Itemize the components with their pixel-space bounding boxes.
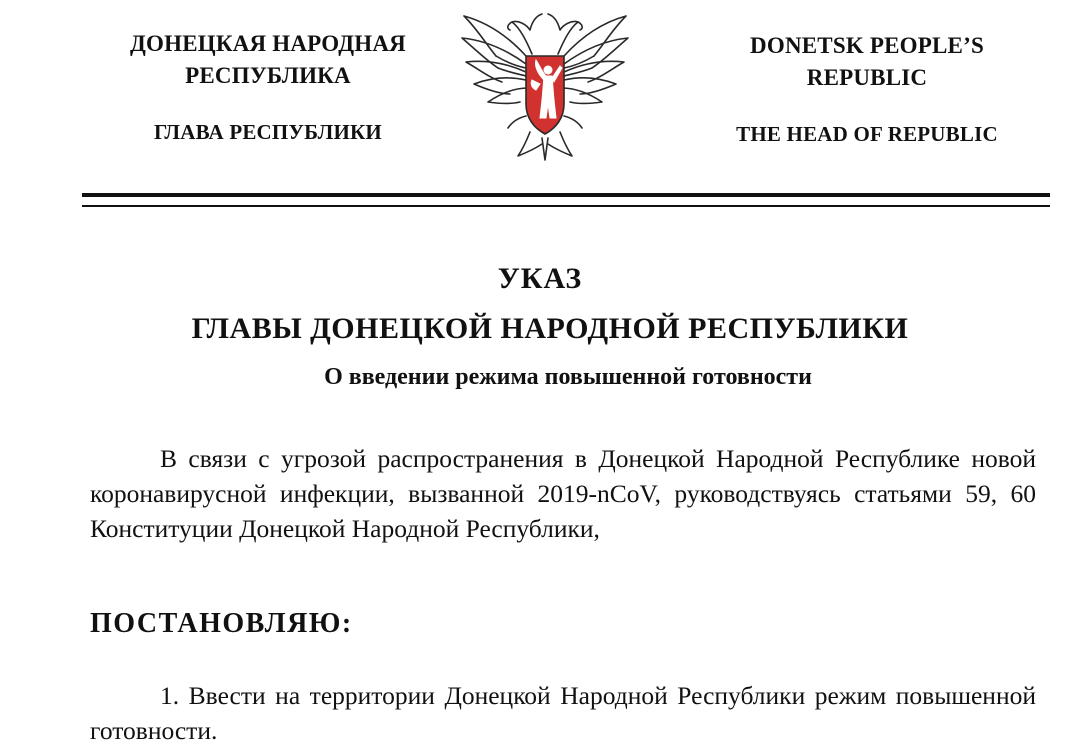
header-head-title-ru: ГЛАВА РЕСПУБЛИКИ [154, 120, 382, 144]
document-subject: О введении режима повышенной готовности [324, 364, 812, 390]
preamble-paragraph: В связи с угрозой распространения в Донецкой Народной Республике новой коронавирусной инфекции, вызванной 2019-nCoV, руководствуясь статьями 59, 60 Конституции Донецкой Народной Республики, [90, 444, 1036, 543]
header-org-name-en: DONETSK PEOPLE’S REPUBLIC [750, 33, 984, 90]
clause-paragraph: 1. Ввести на территории Донецкой Народной Республики режим повышенной готовности. [90, 681, 1036, 745]
header-head-title-en: THE HEAD OF REPUBLIC [736, 122, 998, 146]
header-divider-thick [82, 193, 1050, 197]
document-issuer-title: ГЛАВЫ ДОНЕЦКОЙ НАРОДНОЙ РЕСПУБЛИКИ [191, 312, 909, 345]
coat-of-arms-icon [456, 4, 634, 164]
header-org-name-ru: ДОНЕЦКАЯ НАРОДНАЯ РЕСПУБЛИКА [130, 31, 406, 88]
decree-heading: ПОСТАНОВЛЯЮ: [90, 608, 353, 639]
header-divider-thin [82, 205, 1050, 207]
document-type-title: УКАЗ [497, 262, 583, 295]
